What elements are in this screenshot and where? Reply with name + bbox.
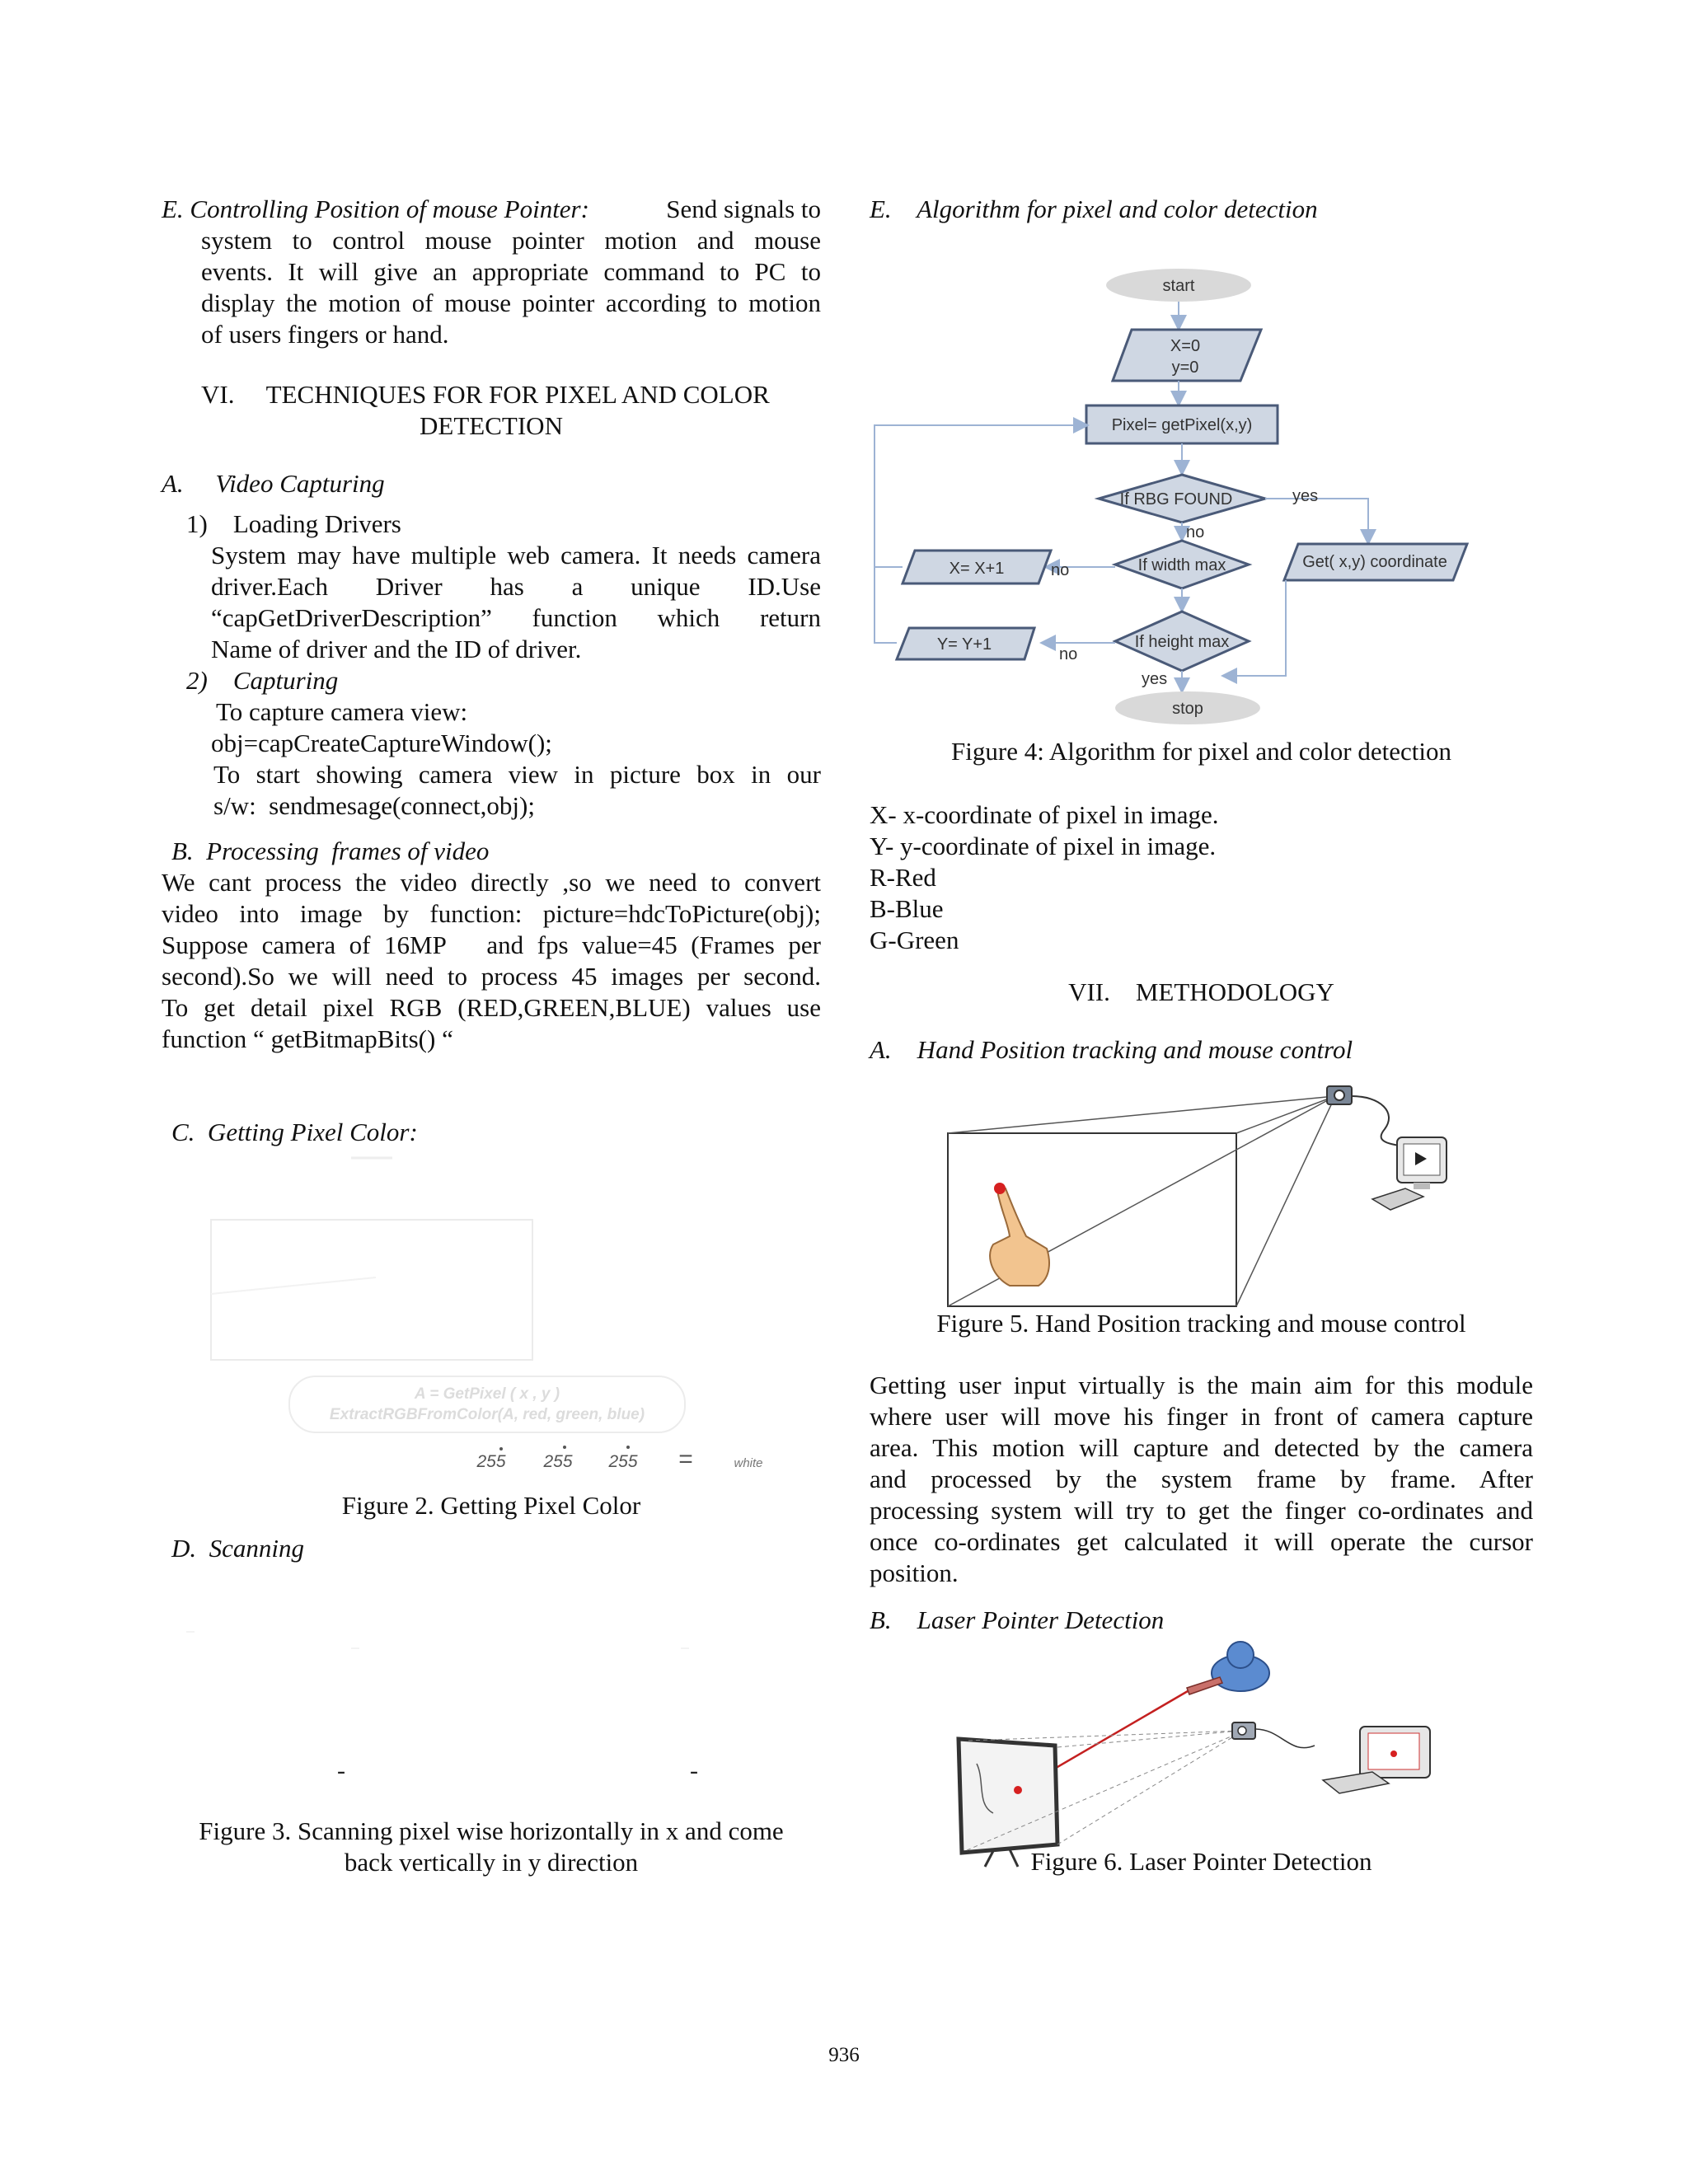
capturing-line-2: To start showing camera view in picture box in our [213,760,821,789]
flow-yes-2: yes [1142,670,1168,688]
fig2-value-red: 255 [476,1452,506,1471]
legend-x: X- x-coordinate of pixel in image. [870,800,1219,829]
flow-width-label: If width max [1137,556,1226,574]
figure-5-caption: Figure 5. Hand Position tracking and mouse control [936,1309,1466,1338]
fig3-dash-left: - [337,1757,345,1784]
legend-b: B-Blue [870,894,944,923]
processing-line-3: second).So we will need to process 45 images per second. [162,962,821,991]
flow-no-3: no [1059,645,1078,663]
fig3-dash-right: - [690,1757,698,1784]
methodology-line-5: once co-ordinates get calculated it will operate the cursor [870,1527,1533,1556]
fig2-result: white [734,1456,763,1470]
figure-6-caption: Figure 6. Laser Pointer Detection [1030,1847,1372,1876]
section-e-line-0: Send signals to [666,194,821,223]
fig2-equals: = [678,1446,693,1473]
section-e-line-1: system to control mouse pointer motion and mouse [201,226,821,255]
legend-r: R-Red [870,863,936,892]
methodology-line-3: and processed by the system frame by frame. After [870,1465,1533,1493]
video-capturing-heading: A. Video Capturing [162,469,385,498]
keyboard-icon [1372,1188,1423,1210]
flow-no-1: no [1186,523,1205,541]
fig2-getpixel-text: A = GetPixel ( x , y ) [414,1385,560,1403]
methodology-line-2: area. This motion will capture and detected by the camera [870,1433,1533,1462]
loading-drivers-line-1: driver.Each Driver has a unique ID.Use [211,572,821,601]
figure-3-scanning [162,1566,821,1813]
flow-xinc-label: X= X+1 [949,560,1005,578]
legend-g: G-Green [870,926,959,954]
figure-6-laser-pointer [870,1640,1533,1863]
flow-height-label: If height max [1134,633,1230,651]
methodology-line-0: Getting user input virtually is the main aim for this module [870,1371,1533,1399]
methodology-line-1: where user will move his finger in front of camera capture [870,1402,1533,1431]
processing-line-1: video into image by function: picture=hdcToPicture(obj); [162,899,821,928]
capturing-line-1: obj=capCreateCaptureWindow(); [211,729,552,757]
monitor-icon [1360,1727,1430,1778]
section-e-heading: E. Controlling Position of mouse Pointer: [162,194,589,223]
figure-4-caption: Figure 4: Algorithm for pixel and color detection [951,737,1451,766]
loading-drivers-line-3: Name of driver and the ID of driver. [211,635,582,663]
flow-stop-label: stop [1172,700,1203,718]
capturing-label: 2) Capturing [186,666,339,695]
flow-init-x: X=0 [1170,337,1201,355]
methodology-line-4: processing system will try to get the finger co-ordinates and [870,1496,1533,1525]
loading-drivers-line-0: System may have multiple web camera. It needs camera [211,541,821,569]
flow-yinc-label: Y= Y+1 [936,635,992,654]
processing-line-0: We cant process the video directly ,so we need to convert [162,868,821,897]
flow-getcoord-label: Get( x,y) coordinate [1302,553,1447,571]
page-number: 936 [828,2044,860,2066]
flow-start-label: start [1162,277,1195,295]
loading-drivers-line-2: “capGetDriverDescription” function which return [211,603,821,632]
camera-icon [1232,1722,1255,1739]
scanning-heading: D. Scanning [171,1534,305,1563]
section-e-line-3: display the motion of mouse pointer according to motion [201,288,821,317]
flow-init-y: y=0 [1171,359,1199,377]
algorithm-heading: E. Algorithm for pixel and color detection [870,194,1318,223]
processing-line-4: To get detail pixel RGB (RED,GREEN,BLUE) values use [162,993,821,1022]
flow-yes-1: yes [1292,487,1319,505]
loading-drivers-label: 1) Loading Drivers [186,509,401,538]
processing-line-2: Suppose camera of 16MP and fps value=45 (Frames per [162,930,821,959]
section-e-line-4: of users fingers or hand. [201,320,449,349]
figure-3-caption-line-2: back vertically in y direction [344,1848,639,1877]
laser-pointer-heading: B. Laser Pointer Detection [870,1605,1165,1634]
section-e-heading-line [162,194,821,225]
legend-y: Y- y-coordinate of pixel in image. [870,832,1217,860]
figure-2-caption: Figure 2. Getting Pixel Color [341,1491,641,1520]
figure-4-flowchart [870,264,1533,725]
capturing-line-0: To capture camera view: [216,697,468,726]
fig2-value-green: 255 [543,1452,573,1471]
flow-rgb-label: If RBG FOUND [1119,490,1233,509]
hand-icon [990,1183,1049,1286]
section-e-line-2: events. It will give an appropriate command to PC to [201,257,821,286]
capturing-line-3: s/w: sendmesage(connect,obj); [213,791,535,820]
section-vi-title: VI. TECHNIQUES FOR FOR PIXEL AND COLOR [201,380,770,409]
flow-getpixel-label: Pixel= getPixel(x,y) [1111,416,1253,434]
processing-frames-heading: B. Processing frames of video [171,837,490,865]
figure-2-getting-pixel-color [162,1154,821,1500]
hand-tracking-heading: A. Hand Position tracking and mouse control [870,1035,1353,1064]
camera-icon [1327,1086,1352,1104]
methodology-line-6: position. [870,1558,959,1587]
section-vi-title-cont: DETECTION [420,411,563,440]
fig2-extract-text: ExtractRGBFromColor(A, red, green, blue) [329,1406,645,1423]
getting-pixel-color-heading: C. Getting Pixel Color: [171,1118,418,1146]
laser-pointer-icon [1187,1677,1222,1694]
fig2-value-blue: 255 [608,1452,638,1471]
monitor-icon [1397,1137,1447,1189]
processing-line-5: function “ getBitmapBits() “ [162,1024,453,1053]
flow-no-2: no [1051,561,1070,579]
section-vii-title: VII. METHODOLOGY [1068,977,1334,1006]
figure-3-caption-line-1: Figure 3. Scanning pixel wise horizontally in x and come [199,1816,784,1845]
figure-5-hand-tracking [870,1080,1533,1310]
